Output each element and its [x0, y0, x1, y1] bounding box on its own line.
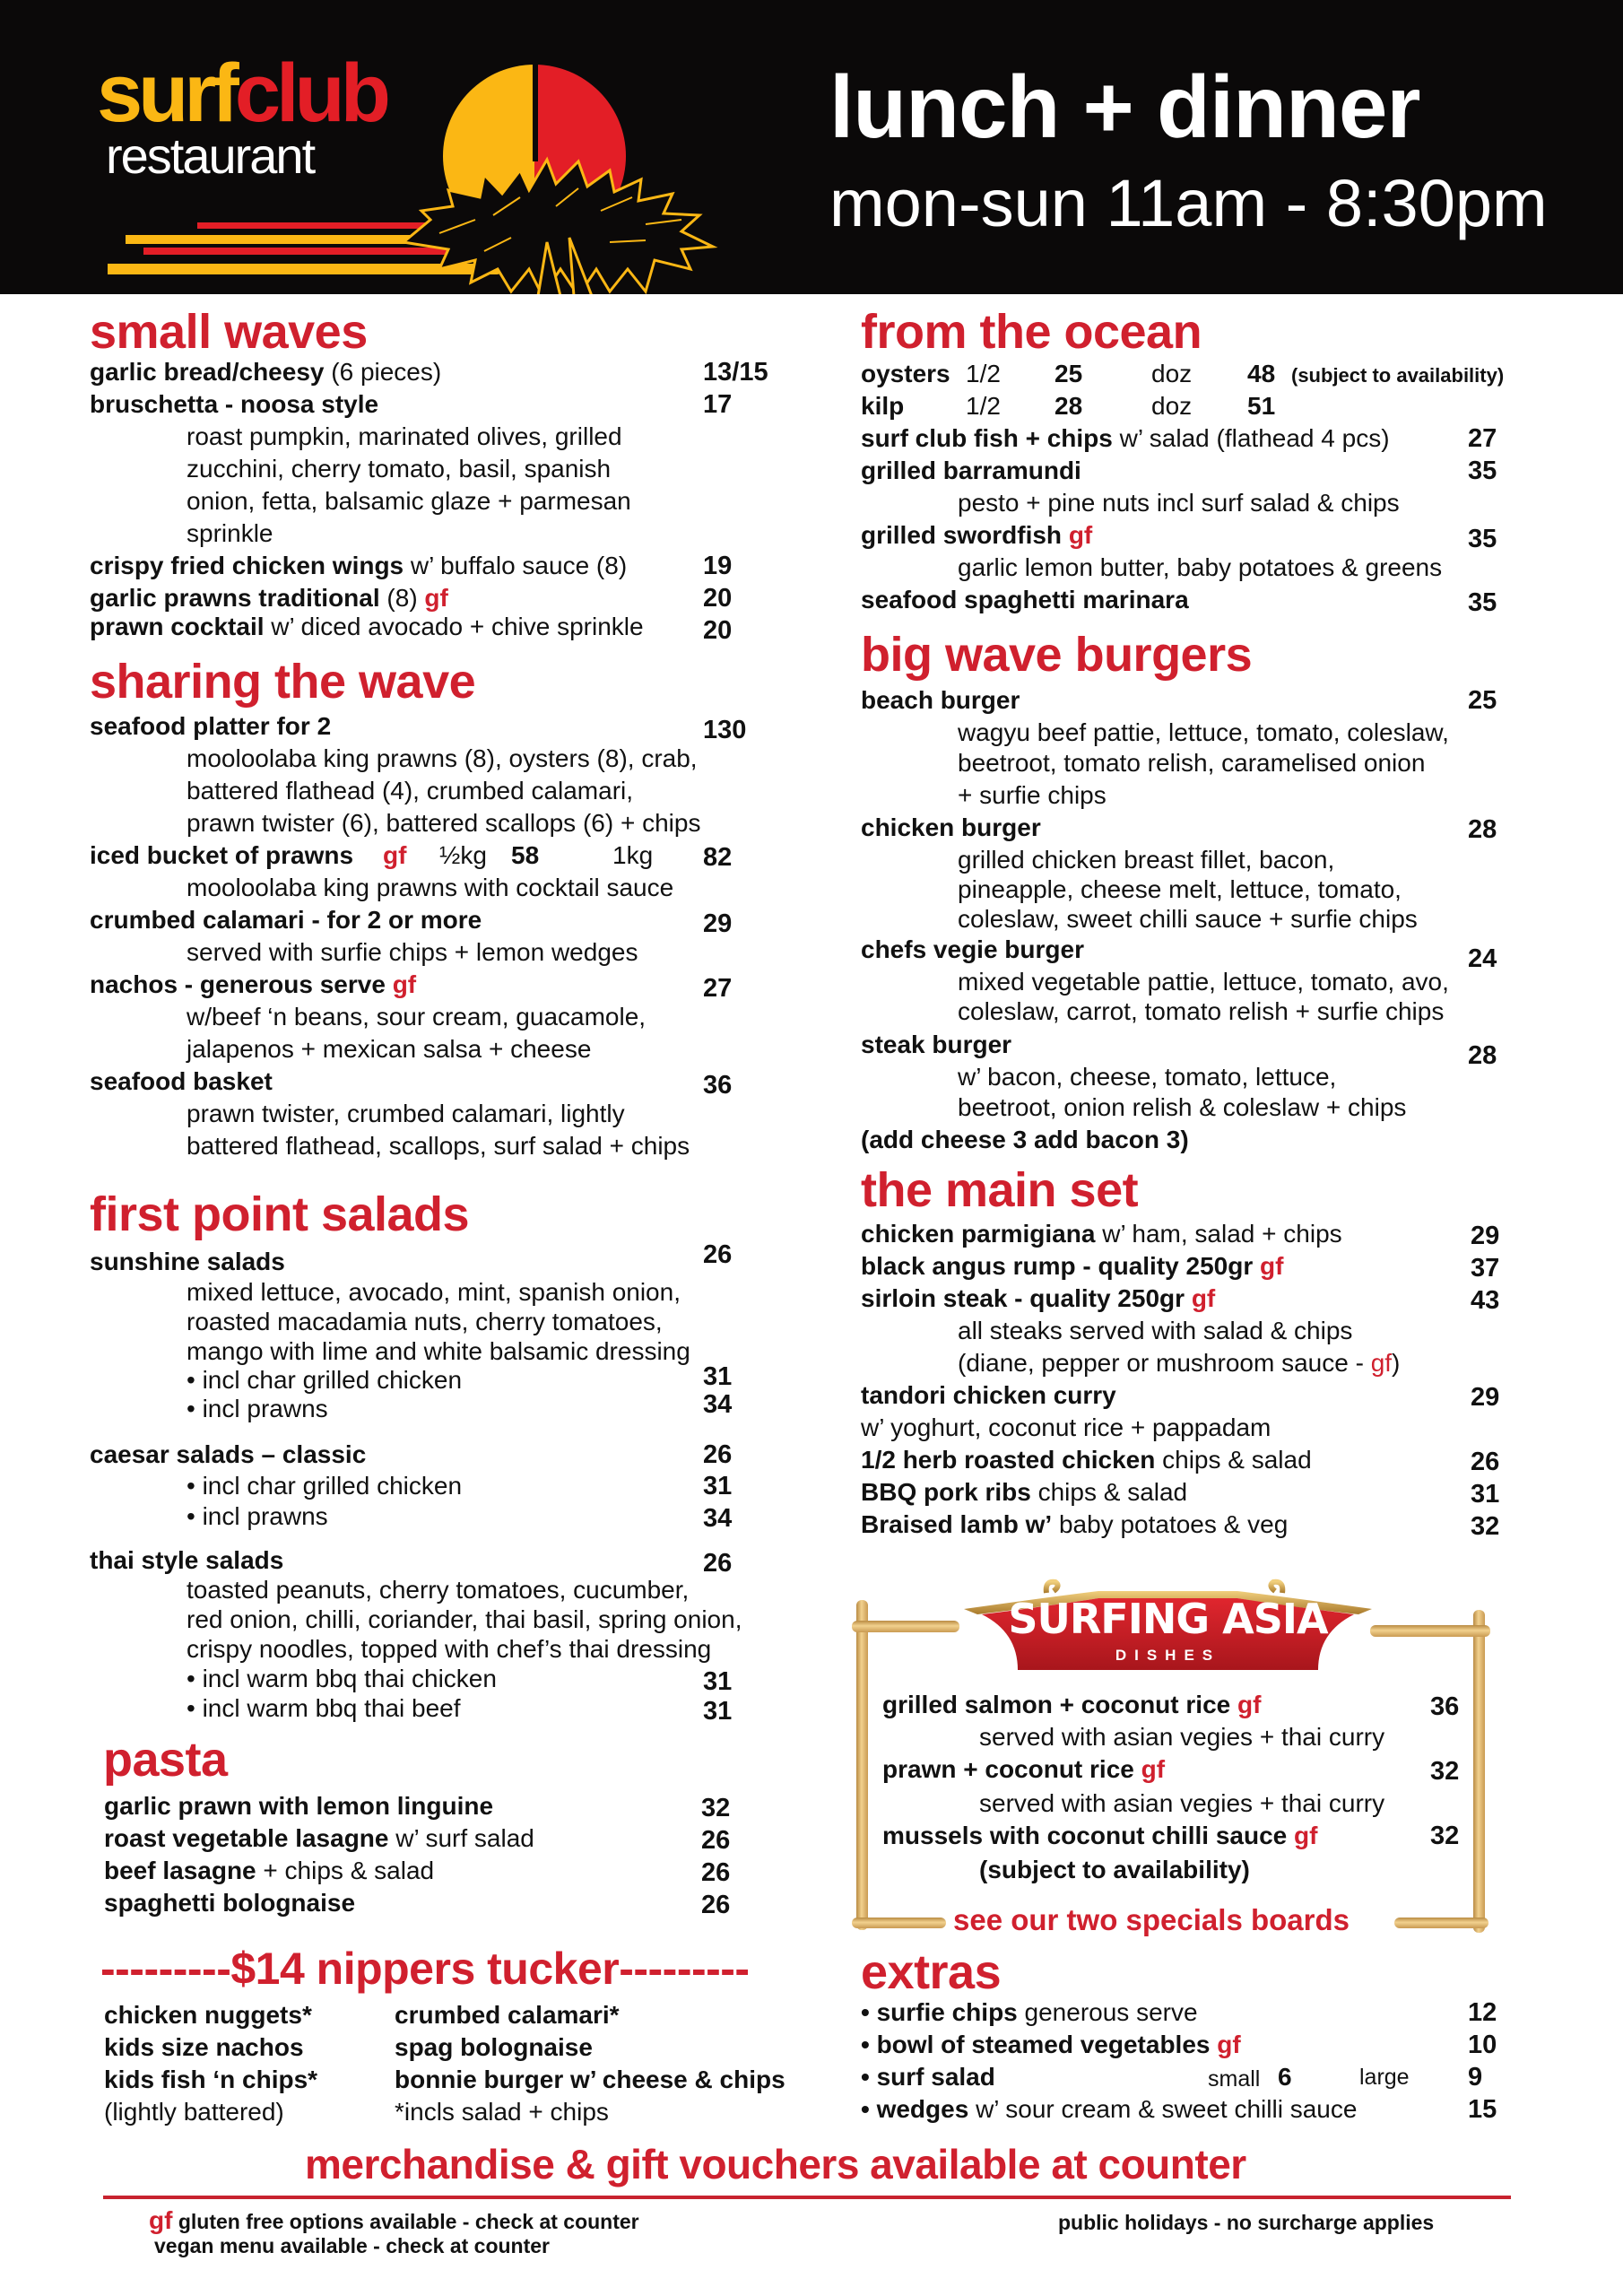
- item-name: • wedges: [861, 2095, 969, 2123]
- item-description: wagyu beef pattie, lettuce, tomato, coleslaw,: [958, 718, 1449, 746]
- item-price: 29: [1471, 1383, 1500, 1412]
- item-option: • incl prawns: [187, 1395, 328, 1422]
- item-price: 31: [703, 1697, 733, 1726]
- kids-note: (lightly battered): [104, 2098, 284, 2126]
- menu-item: [861, 2030, 1241, 2060]
- size-price: 48: [1247, 360, 1276, 387]
- kids-item: [104, 2032, 304, 2063]
- item-description: mango with lime and white balsamic dressing: [187, 1337, 690, 1365]
- menu-item: [861, 813, 1041, 843]
- item-name: tandori chicken curry: [861, 1381, 1116, 1409]
- menu-item: [104, 1791, 493, 1822]
- item-option: • incl char grilled chicken: [187, 1366, 463, 1394]
- item-option: • incl warm bbq thai chicken: [187, 1665, 497, 1692]
- size-label-large: large: [1359, 2065, 1410, 2090]
- item-description: roasted macadamia nuts, cherry tomatoes,: [187, 1308, 663, 1335]
- gluten-free-tag: gf: [1370, 1349, 1393, 1377]
- sauce-text: (diane, pepper or mushroom sauce -: [958, 1349, 1371, 1377]
- item-price: 17: [703, 390, 733, 419]
- item-price: 26: [703, 1440, 733, 1469]
- item-price: 26: [703, 1240, 733, 1269]
- menu-item: [861, 1477, 1187, 1508]
- menu-item: [90, 1439, 366, 1470]
- menu-item: [861, 1380, 1116, 1411]
- surfing-asia-subtitle: DISHES: [1115, 1647, 1221, 1664]
- item-name: sirloin steak - quality 250gr: [861, 1284, 1185, 1312]
- item-name: chefs vegie burger: [861, 935, 1084, 963]
- item-description: served with asian vegies + thai curry: [979, 1723, 1385, 1751]
- menu-item: [861, 2094, 1357, 2125]
- item-option: • incl char grilled chicken: [187, 1472, 463, 1500]
- item-name: beach burger: [861, 686, 1020, 714]
- item-note: baby potatoes & veg: [1052, 1510, 1289, 1538]
- item-name: • surfie chips: [861, 1998, 1018, 2026]
- item-description: pesto + pine nuts incl surf salad & chips: [958, 489, 1400, 517]
- item-description: beetroot, onion relish & coleslaw + chips: [958, 1093, 1407, 1121]
- item-note: chips & salad: [1030, 1478, 1188, 1506]
- availability-note: (subject to availability): [1291, 364, 1505, 387]
- item-price: 31: [703, 1667, 733, 1696]
- gluten-free-note: [149, 2208, 639, 2234]
- item-description: all steaks served with salad & chips: [958, 1317, 1353, 1344]
- menu-item: [861, 1445, 1312, 1475]
- page-title: lunch + dinner: [829, 57, 1420, 156]
- item-description: coleslaw, carrot, tomato relish + surfie chips: [958, 997, 1445, 1025]
- bamboo-left: [856, 1600, 868, 1930]
- item-price: 26: [1471, 1448, 1500, 1476]
- item-price: 20: [703, 616, 733, 645]
- item-note: w’ salad (flathead 4 pcs): [1112, 424, 1390, 452]
- item-price: 15: [1468, 2095, 1497, 2124]
- section-heading-burgers: big wave burgers: [861, 628, 1253, 682]
- item-description: prawn twister (6), battered scallops (6) + chips: [187, 809, 701, 837]
- menu-item: [861, 1509, 1288, 1540]
- logo-surf-text: surf: [97, 48, 235, 139]
- item-name: beef lasagne: [104, 1857, 256, 1884]
- item-description: jalapenos + mexican salsa + cheese: [187, 1035, 592, 1063]
- item-option: • incl prawns: [187, 1502, 328, 1530]
- item-note: w’ diced avocado + chive sprinkle: [264, 613, 644, 640]
- kids-note: *incls salad + chips: [395, 2098, 609, 2126]
- item-name: thai style salads: [90, 1546, 284, 1574]
- bamboo-top-left: [852, 1621, 959, 1632]
- menu-item: [90, 389, 378, 420]
- item-name: Braised lamb w’: [861, 1510, 1053, 1538]
- kids-item: [395, 2000, 620, 2031]
- item-price: 35: [1468, 525, 1497, 553]
- menu-item: [882, 1690, 1261, 1720]
- item-price: 29: [1471, 1222, 1500, 1250]
- item-description: roast pumpkin, marinated olives, grilled: [187, 422, 622, 450]
- kids-item: [395, 2065, 785, 2095]
- item-note: w’ surf salad: [388, 1824, 534, 1852]
- item-price: 26: [701, 1858, 731, 1887]
- header-banner: [0, 0, 1623, 294]
- menu-item: [861, 423, 1390, 454]
- item-note: (6 pieces): [324, 358, 442, 386]
- menu-item: [861, 2062, 995, 2092]
- item-name: surf club fish + chips: [861, 424, 1113, 452]
- item-description: toasted peanuts, cherry tomatoes, cucumber,: [187, 1576, 690, 1604]
- availability-note: [979, 1855, 1250, 1885]
- bamboo-bottom-right: [1394, 1918, 1488, 1928]
- item-name: garlic prawn with lemon linguine: [104, 1792, 494, 1820]
- item-note: (8): [379, 584, 425, 612]
- item-description: [958, 1348, 1400, 1378]
- item-price: 35: [1468, 457, 1497, 485]
- size-label-half: ½kg: [439, 841, 487, 869]
- menu-item: [861, 585, 1189, 615]
- item-price: 32: [1430, 1822, 1460, 1850]
- kids-item-name: kids size nachos: [104, 2033, 304, 2061]
- item-price: 24: [1468, 944, 1497, 973]
- menu-item: [861, 935, 1084, 965]
- item-price: 28: [1468, 1041, 1497, 1070]
- item-name: • surf salad: [861, 2063, 995, 2091]
- item-name: crispy fried chicken wings: [90, 552, 404, 579]
- gluten-free-tag: gf: [424, 584, 448, 612]
- item-description: mooloolaba king prawns with cocktail sauce: [187, 874, 674, 901]
- size-price-small: 6: [1278, 2063, 1292, 2091]
- item-price: 19: [703, 552, 733, 580]
- item-note: w’ ham, salad + chips: [1095, 1220, 1342, 1248]
- item-price: 13/15: [703, 358, 768, 387]
- menu-item: [90, 1066, 273, 1097]
- item-description: pineapple, cheese melt, lettuce, tomato,: [958, 875, 1402, 903]
- item-price: 32: [1471, 1512, 1500, 1541]
- menu-item: [861, 1219, 1342, 1249]
- item-description: mooloolaba king prawns (8), oysters (8), crab,: [187, 744, 698, 772]
- item-name: nachos - generous serve: [90, 970, 386, 998]
- item-price: 32: [1430, 1757, 1460, 1786]
- item-name: BBQ pork ribs: [861, 1478, 1031, 1506]
- item-price: 20: [703, 584, 733, 613]
- item-price: 37: [1471, 1254, 1500, 1283]
- item-description: beetroot, tomato relish, caramelised onion: [958, 749, 1426, 777]
- item-description: grilled chicken breast fillet, bacon,: [958, 846, 1335, 874]
- item-price: 27: [703, 974, 733, 1003]
- item-description: sprinkle: [187, 519, 273, 547]
- section-heading-ocean: from the ocean: [861, 305, 1202, 359]
- item-price: 28: [1468, 815, 1497, 844]
- section-heading-salads: first point salads: [90, 1187, 470, 1241]
- menu-item: [861, 1251, 1283, 1282]
- item-description: served with surfie chips + lemon wedges: [187, 938, 638, 966]
- item-price: 34: [703, 1390, 733, 1419]
- item-description: battered flathead (4), crumbed calamari,: [187, 777, 634, 804]
- menu-item-kilp: [861, 391, 904, 422]
- specials-boards-note: see our two specials boards: [953, 1903, 1350, 1936]
- item-name: black angus rump - quality 250gr: [861, 1252, 1254, 1280]
- menu-item: [90, 551, 627, 581]
- item-name: sunshine salads: [90, 1248, 285, 1275]
- item-name: • bowl of steamed vegetables: [861, 2031, 1211, 2058]
- menu-item: [90, 905, 482, 935]
- merchandise-banner: merchandise & gift vouchers available at counter: [305, 2141, 1246, 2187]
- burger-addons: [861, 1125, 1189, 1155]
- bamboo-top-right: [1370, 1625, 1490, 1637]
- item-price: 35: [1468, 588, 1497, 617]
- item-name: garlic prawns traditional: [90, 584, 380, 612]
- item-description: crispy noodles, topped with chef’s thai dressing: [187, 1635, 712, 1663]
- item-description: battered flathead, scallops, surf salad + chips: [187, 1132, 690, 1160]
- item-price: 34: [703, 1504, 733, 1533]
- bamboo-right: [1473, 1610, 1485, 1933]
- kids-item: [104, 2000, 312, 2031]
- item-price: 32: [701, 1794, 731, 1822]
- section-heading-sharing: sharing the wave: [90, 655, 476, 709]
- menu-item: [90, 583, 448, 613]
- menu-item: [861, 1030, 1011, 1060]
- gf-note-text: gluten free options available - check at counter: [178, 2210, 639, 2233]
- gluten-free-tag: gf: [383, 841, 407, 869]
- item-price: 43: [1471, 1286, 1500, 1315]
- item-price: 27: [1468, 424, 1497, 453]
- item-name: iced bucket of prawns: [90, 841, 354, 869]
- item-name: grilled swordfish: [861, 521, 1063, 549]
- item-description: served with asian vegies + thai curry: [979, 1789, 1385, 1817]
- menu-item: [104, 1888, 355, 1918]
- item-price: 31: [1471, 1480, 1500, 1509]
- menu-item: [104, 1856, 434, 1886]
- gluten-free-tag: gf: [1191, 1284, 1216, 1312]
- menu-item: [90, 612, 644, 642]
- menu-item: [861, 456, 1081, 486]
- size-label-small: small: [1208, 2066, 1261, 2092]
- item-description: mixed lettuce, avocado, mint, spanish onion,: [187, 1278, 681, 1306]
- kids-item-name: spag bolognaise: [395, 2033, 593, 2061]
- item-note: w’ sour cream & sweet chilli sauce: [968, 2095, 1358, 2123]
- size-label: doz: [1151, 360, 1193, 387]
- size-label: 1/2: [966, 392, 1001, 420]
- item-name: seafood platter for 2: [90, 712, 332, 740]
- palm-tree-icon: [386, 135, 726, 294]
- menu-item: [861, 1283, 1215, 1314]
- item-note: + chips & salad: [256, 1857, 435, 1884]
- menu-item: [90, 970, 416, 1000]
- item-price: 12: [1468, 1998, 1497, 2027]
- item-name: seafood basket: [90, 1067, 273, 1095]
- item-price: 26: [703, 1549, 733, 1578]
- sauce-text-end: ): [1392, 1349, 1401, 1377]
- item-description: coleslaw, sweet chilli sauce + surfie chips: [958, 905, 1418, 933]
- kids-item-name: bonnie burger w’ cheese & chips: [395, 2066, 785, 2093]
- section-heading-nippers: ---------$14 nippers tucker---------: [100, 1944, 750, 1994]
- item-description: w/beef ‘n beans, sour cream, guacamole,: [187, 1003, 647, 1031]
- size-price: 51: [1247, 392, 1276, 420]
- item-name: prawn cocktail: [90, 613, 265, 640]
- item-name: seafood spaghetti marinara: [861, 586, 1189, 613]
- vegan-note: vegan menu available - check at counter: [154, 2234, 550, 2257]
- item-description: red onion, chilli, coriander, thai basil, spring onion,: [187, 1605, 742, 1633]
- item-price: 9: [1468, 2063, 1483, 2092]
- menu-item: [90, 1247, 285, 1277]
- menu-item: [104, 1823, 534, 1854]
- kids-item-name: kids fish ‘n chips*: [104, 2066, 318, 2093]
- item-name: oysters: [861, 360, 950, 387]
- size-label: 1/2: [966, 360, 1001, 387]
- item-price: 130: [703, 716, 747, 744]
- size-label-full: 1kg: [612, 841, 654, 869]
- item-price: 29: [703, 909, 733, 938]
- size-price: 25: [1055, 360, 1083, 387]
- item-price: 26: [701, 1826, 731, 1855]
- item-note: w’ buffalo sauce (8): [404, 552, 628, 579]
- surfing-asia-title: SURFING ASIA: [1008, 1595, 1328, 1643]
- gluten-free-tag: gf: [1237, 1691, 1262, 1718]
- gluten-free-tag: gf: [1217, 2031, 1241, 2058]
- menu-item: [90, 840, 353, 871]
- kids-item: [104, 2065, 317, 2095]
- item-name: garlic bread/cheesy: [90, 358, 325, 386]
- size-price-half: 58: [511, 841, 540, 869]
- addons-text: (add cheese 3 add bacon 3): [861, 1126, 1189, 1153]
- item-name: spaghetti bolognaise: [104, 1889, 356, 1917]
- item-note: chips & salad: [1155, 1446, 1312, 1474]
- logo-wordmark: [97, 48, 386, 139]
- kids-item: [395, 2032, 593, 2063]
- item-name: prawn + coconut rice: [882, 1755, 1134, 1783]
- item-price: 31: [703, 1472, 733, 1500]
- gluten-free-tag: gf: [1141, 1755, 1166, 1783]
- item-description: w’ bacon, cheese, tomato, lettuce,: [958, 1063, 1337, 1091]
- bamboo-bottom-left: [852, 1918, 946, 1928]
- item-name: 1/2 herb roasted chicken: [861, 1446, 1156, 1474]
- item-description: w’ yoghurt, coconut rice + pappadam: [861, 1413, 1271, 1441]
- menu-item: [90, 1545, 283, 1576]
- section-heading-pasta: pasta: [103, 1733, 228, 1787]
- item-name: caesar salads – classic: [90, 1440, 367, 1468]
- item-name: bruschetta - noosa style: [90, 390, 379, 418]
- gluten-free-tag: gf: [149, 2206, 173, 2234]
- item-description: + surfie chips: [958, 781, 1107, 809]
- item-price: 10: [1468, 2031, 1497, 2059]
- opening-hours: mon-sun 11am - 8:30pm: [829, 166, 1548, 240]
- menu-item: [90, 357, 441, 387]
- item-name: grilled salmon + coconut rice: [882, 1691, 1231, 1718]
- logo-restaurant-text: restaurant: [106, 127, 315, 184]
- menu-item: [90, 711, 331, 742]
- public-holidays-note: public holidays - no surcharge applies: [1058, 2211, 1435, 2234]
- item-price: 36: [1430, 1692, 1460, 1721]
- item-name: steak burger: [861, 1031, 1012, 1058]
- footer-divider: [103, 2196, 1511, 2199]
- section-heading-small-waves: small waves: [90, 305, 368, 359]
- item-note: generous serve: [1017, 1998, 1198, 2026]
- item-price: 31: [703, 1362, 733, 1391]
- item-name: kilp: [861, 392, 905, 420]
- menu-item: [861, 520, 1092, 551]
- item-description: mixed vegetable pattie, lettuce, tomato, avo,: [958, 968, 1449, 996]
- menu-item-oysters: [861, 359, 950, 389]
- item-description: onion, fetta, balsamic glaze + parmesan: [187, 487, 631, 515]
- gluten-free-tag: gf: [1294, 1822, 1318, 1849]
- item-name: roast vegetable lasagne: [104, 1824, 389, 1852]
- item-name: chicken parmigiana: [861, 1220, 1096, 1248]
- item-name: grilled barramundi: [861, 457, 1081, 484]
- section-heading-main: the main set: [861, 1163, 1139, 1217]
- item-price: 36: [703, 1071, 733, 1100]
- item-name: chicken burger: [861, 813, 1041, 841]
- size-price: 28: [1055, 392, 1083, 420]
- item-price: 82: [703, 843, 733, 872]
- item-name: crumbed calamari - for 2 or more: [90, 906, 482, 934]
- item-description: prawn twister, crumbed calamari, lightly: [187, 1100, 625, 1127]
- gluten-free-tag: gf: [392, 970, 417, 998]
- item-description: zucchini, cherry tomato, basil, spanish: [187, 455, 612, 483]
- item-price: 25: [1468, 686, 1497, 715]
- gluten-free-tag: gf: [1068, 521, 1093, 549]
- menu-item: [861, 1997, 1198, 2028]
- menu-item: [861, 685, 1020, 716]
- gluten-free-tag: gf: [1260, 1252, 1284, 1280]
- item-name: mussels with coconut chilli sauce: [882, 1822, 1288, 1849]
- logo-club-text: club: [234, 48, 386, 139]
- kids-item-name: chicken nuggets*: [104, 2001, 312, 2029]
- kids-item-name: crumbed calamari*: [395, 2001, 620, 2029]
- item-description: garlic lemon butter, baby potatoes & greens: [958, 553, 1443, 581]
- availability-text: (subject to availability): [979, 1856, 1250, 1883]
- item-option: • incl warm bbq thai beef: [187, 1694, 461, 1722]
- section-heading-extras: extras: [861, 1945, 1002, 1999]
- menu-item: [882, 1754, 1165, 1785]
- size-label: doz: [1151, 392, 1193, 420]
- item-price: 26: [701, 1891, 731, 1919]
- menu-item: [882, 1821, 1317, 1851]
